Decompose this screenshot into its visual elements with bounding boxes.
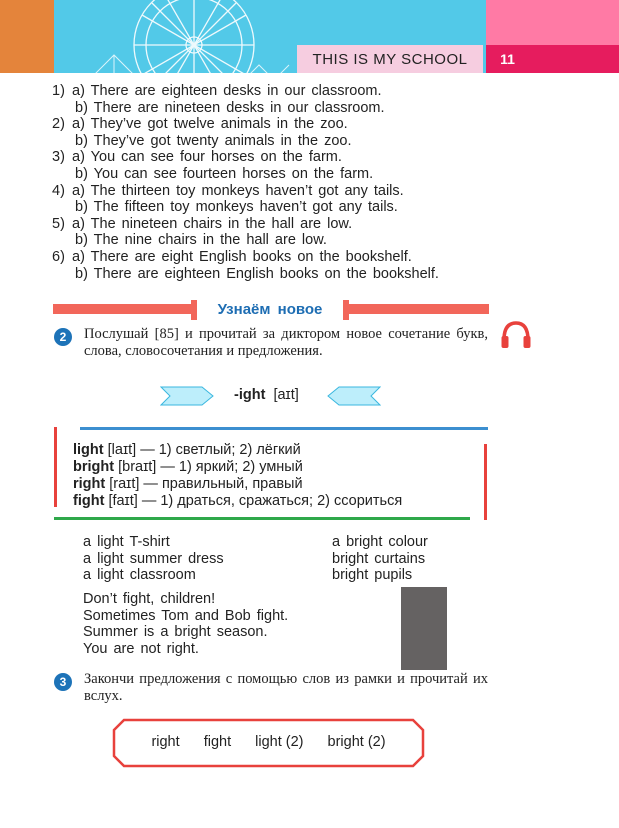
vocab-word: right [73,476,106,492]
pair-a-row [52,216,492,233]
vocab-word: bright [73,459,115,475]
vocabulary-list [73,442,402,510]
page-title: THIS IS MY SCHOOL [312,51,468,68]
vocab-word: light [73,442,104,458]
pair-a-row [52,183,492,200]
vocab-meaning: — 1) светлый; 2) лёгкий [140,442,301,458]
pair-number: 3) [52,149,65,166]
vocab-transcription: [raɪt] [109,476,140,492]
vocab-border-top [80,427,488,430]
vocab-word: fight [73,493,105,509]
sentence-item: Sometimes Tom and Bob fight. [83,607,289,624]
word-item: right [151,734,180,750]
header-orange-block [0,0,54,73]
pair-sentence-b: b) You can see fourteen horses on the farm. [75,165,374,182]
task-number-badge: 2 [54,328,72,346]
vocab-border-right [484,444,487,520]
phrase-item: a light classroom [83,567,196,584]
pair-sentence-b: b) There are eighteen English books on the bookshelf. [75,265,439,282]
vocab-transcription: [braɪt] [118,459,157,475]
sentence-item: Don’t fight, children! [83,591,216,607]
page-number-badge [486,45,619,73]
pair-sentence-b: b) The nine chairs in the hall are low. [75,232,327,249]
pair-sentence-a: a) There are eighteen desks in our classroom. [72,83,382,99]
pair-a-row [52,149,492,166]
pair-sentence-a: a) The nineteen chairs in the hall are low. [72,215,353,232]
task3-instruction: Закончи предложения с помощью слов из рамки и прочитай их вслух. [84,671,488,704]
vocab-meaning: — 1) яркий; 2) умный [160,459,303,475]
example-sentences [83,591,288,657]
phrase-item: a light T-shirt [83,534,170,550]
pair-sentence-b: b) There are nineteen desks in our classroom. [75,99,385,116]
pair-a-row [52,249,492,266]
vocab-entry [73,459,402,476]
image-placeholder [401,587,447,670]
task2-instruction: Послушай [85] и прочитай за диктором новое сочетание букв, слова, словосочетания и предложения. [84,326,488,359]
word-box [112,718,425,768]
exercise-sentence-pairs [52,83,492,282]
arrow-right-icon [160,386,215,406]
phrases-bright-column [332,534,428,584]
pair-a-row [52,83,492,100]
vocab-transcription: [laɪt] [107,442,137,458]
ight-pattern-row [160,386,490,406]
ight-transcription: [aɪt] [273,387,299,403]
sentence-item: Summer is a bright season. [83,624,268,641]
ferris-wheel-icon [94,0,294,73]
page-number: 11 [500,51,515,67]
section-title: Узнаём новое [200,300,340,320]
vocab-transcription: [faɪt] [108,493,138,509]
headphones-icon[interactable] [500,320,532,350]
word-item: bright (2) [327,734,386,750]
arrow-left-icon [326,386,381,406]
phrases-light-column [83,534,224,584]
pair-sentence-a: a) They’ve got twelve animals in the zoo. [72,116,348,133]
ight-pattern [234,387,299,403]
pair-sentence-a: a) The thirteen toy monkeys haven’t got any tails. [72,182,404,199]
vocab-meaning: — правильный, правый [143,476,303,492]
vocab-border-bottom [54,517,470,520]
pair-a-row [52,116,492,133]
pair-number: 4) [52,182,65,199]
sentence-item: You are not right. [83,640,199,657]
vocab-entry [73,442,402,459]
word-box-words [112,734,425,750]
phrase-item: a light summer dress [83,550,224,567]
phrase-item: bright curtains [332,550,426,567]
phrase-item: bright pupils [332,567,413,584]
pair-sentence-b: b) They’ve got twenty animals in the zoo. [75,132,352,149]
pair-number: 6) [52,248,65,265]
pair-sentence-a: a) There are eight English books on the bookshelf. [72,248,412,265]
pair-number: 1) [52,83,65,99]
pair-sentence-a: a) You can see four horses on the farm. [72,149,342,166]
word-item: light (2) [255,734,304,750]
vocab-entry [73,476,402,493]
ight-label: -ight [234,387,266,403]
task-number-badge: 3 [54,673,72,691]
vocab-entry [73,493,402,510]
phrase-item: a bright colour [332,534,428,550]
pair-number: 2) [52,116,65,133]
vocab-border-left [54,427,57,507]
vocab-meaning: — 1) драться, сражаться; 2) ссориться [141,493,403,509]
word-item: fight [203,734,232,750]
section-heading [191,300,349,320]
pair-number: 5) [52,215,65,232]
pair-sentence-b: b) The fifteen toy monkeys haven’t got any tails. [75,199,398,216]
